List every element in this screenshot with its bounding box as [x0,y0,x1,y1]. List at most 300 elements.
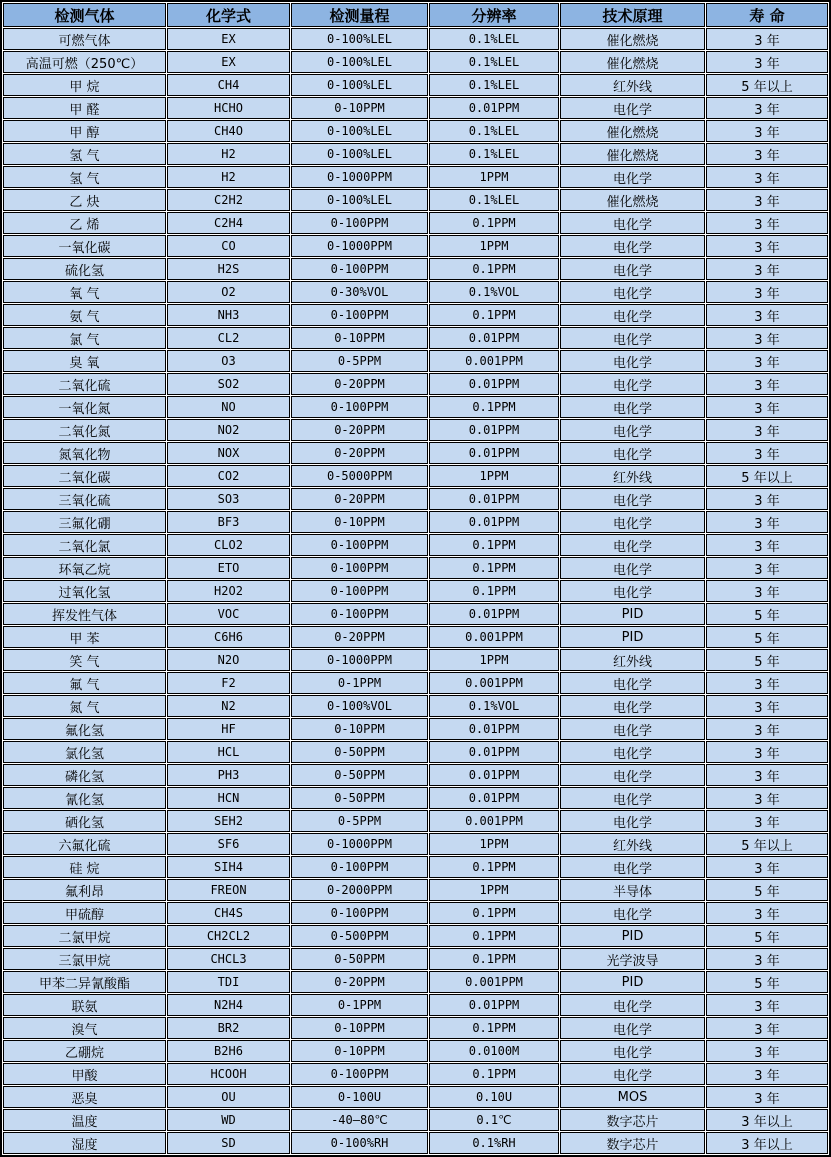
table-row [3,1086,828,1108]
table-row [3,442,828,464]
table-cell: 电化学 [560,97,705,119]
table-cell: 0-1000PPM [291,235,428,257]
table-cell: C6H6 [167,626,290,648]
table-cell: 3 年 [706,97,828,119]
table-cell: 0-100%LEL [291,51,428,73]
table-cell: 0-100%RH [291,1132,428,1154]
table-cell: 0-10PPM [291,1017,428,1039]
table-cell: B2H6 [167,1040,290,1062]
table-cell: 0.10U [429,1086,559,1108]
table-cell: 湿度 [3,1132,166,1154]
table-row [3,488,828,510]
table-cell: 0-1PPM [291,994,428,1016]
table-cell: EX [167,51,290,73]
table-cell: NOX [167,442,290,464]
table-row [3,235,828,257]
table-cell: 0.0100M [429,1040,559,1062]
table-cell: 六氟化硫 [3,833,166,855]
table-cell: H2 [167,166,290,188]
table-row [3,534,828,556]
table-cell: 5 年 [706,925,828,947]
table-cell: CL2 [167,327,290,349]
table-cell: 电化学 [560,810,705,832]
table-cell: C2H4 [167,212,290,234]
table-cell: 0-30%VOL [291,281,428,303]
table-cell: 温度 [3,1109,166,1131]
table-cell: H2S [167,258,290,280]
table-cell: 催化燃烧 [560,120,705,142]
table-cell: 电化学 [560,534,705,556]
table-row [3,511,828,533]
table-cell: 3 年 [706,902,828,924]
table-cell: 5 年以上 [706,833,828,855]
table-cell: 硅 烷 [3,856,166,878]
table-cell: 0.1PPM [429,258,559,280]
table-cell: 溴气 [3,1017,166,1039]
table-cell: 红外线 [560,649,705,671]
table-cell: CHCL3 [167,948,290,970]
table-cell: 电化学 [560,419,705,441]
table-cell: BR2 [167,1017,290,1039]
table-row [3,557,828,579]
table-cell: MOS [560,1086,705,1108]
table-row [3,465,828,487]
table-cell: 0.1PPM [429,856,559,878]
table-cell: 0.01PPM [429,442,559,464]
table-cell: 0.01PPM [429,97,559,119]
table-cell: 0-20PPM [291,488,428,510]
table-cell: 1PPM [429,465,559,487]
table-cell: 0.01PPM [429,718,559,740]
table-cell: BF3 [167,511,290,533]
table-cell: 高温可燃（250℃） [3,51,166,73]
table-row [3,120,828,142]
table-cell: 半导体 [560,879,705,901]
table-row [3,1132,828,1154]
table-cell: NH3 [167,304,290,326]
table-cell: 0.001PPM [429,626,559,648]
header-cell: 分辨率 [429,3,559,27]
table-cell: 氟利昂 [3,879,166,901]
table-cell: 3 年 [706,143,828,165]
table-cell: 3 年 [706,1040,828,1062]
table-row [3,925,828,947]
table-cell: 三氟化硼 [3,511,166,533]
table-cell: 0-50PPM [291,948,428,970]
table-cell: 0.1%LEL [429,189,559,211]
table-row [3,649,828,671]
table-cell: 电化学 [560,212,705,234]
table-cell: 电化学 [560,902,705,924]
table-cell: 0-10PPM [291,327,428,349]
table-row [3,741,828,763]
table-cell: SF6 [167,833,290,855]
table-cell: 氢 气 [3,166,166,188]
table-cell: 3 年 [706,28,828,50]
table-cell: 催化燃烧 [560,143,705,165]
table-cell: 0.001PPM [429,810,559,832]
table-row [3,1040,828,1062]
table-cell: 3 年 [706,1086,828,1108]
table-row [3,327,828,349]
table-cell: 0.1%LEL [429,120,559,142]
table-cell: VOC [167,603,290,625]
table-cell: PID [560,603,705,625]
table-cell: 电化学 [560,488,705,510]
table-cell: 3 年 [706,856,828,878]
table-cell: N2O [167,649,290,671]
table-cell: 0-100PPM [291,580,428,602]
table-row [3,948,828,970]
table-cell: 0-1PPM [291,672,428,694]
table-row [3,28,828,50]
table-cell: CLO2 [167,534,290,556]
table-cell: HCHO [167,97,290,119]
table-cell: 0-50PPM [291,764,428,786]
table-cell: 二氯甲烷 [3,925,166,947]
table-cell: 三氯甲烷 [3,948,166,970]
table-cell: 3 年 [706,511,828,533]
table-cell: 0.01PPM [429,488,559,510]
table-cell: 电化学 [560,580,705,602]
table-cell: 二氧化碳 [3,465,166,487]
table-cell: C2H2 [167,189,290,211]
table-cell: 0-1000PPM [291,833,428,855]
table-cell: 甲 醇 [3,120,166,142]
table-row [3,856,828,878]
table-cell: 可燃气体 [3,28,166,50]
table-row [3,143,828,165]
table-cell: 5 年 [706,879,828,901]
table-cell: 电化学 [560,1040,705,1062]
table-cell: 0-500PPM [291,925,428,947]
table-cell: 3 年 [706,534,828,556]
table-row [3,1017,828,1039]
table-cell: 3 年 [706,787,828,809]
table-row [3,51,828,73]
table-cell: 1PPM [429,833,559,855]
table-cell: 电化学 [560,442,705,464]
table-cell: 0.1%LEL [429,28,559,50]
table-cell: 电化学 [560,695,705,717]
table-cell: 3 年 [706,327,828,349]
table-cell: 氟化氢 [3,718,166,740]
table-cell: 3 年 [706,557,828,579]
table-cell: 5 年以上 [706,465,828,487]
table-cell: 0.1PPM [429,1017,559,1039]
table-cell: 3 年 [706,189,828,211]
table-cell: 0-100PPM [291,212,428,234]
table-cell: 0-10PPM [291,1040,428,1062]
table-cell: 电化学 [560,304,705,326]
table-cell: 3 年 [706,810,828,832]
table-row [3,281,828,303]
table-cell: 0.1%LEL [429,143,559,165]
table-cell: 电化学 [560,856,705,878]
table-cell: HCN [167,787,290,809]
table-cell: 臭 氧 [3,350,166,372]
table-cell: 3 年 [706,442,828,464]
table-cell: N2H4 [167,994,290,1016]
table-cell: 0.1PPM [429,948,559,970]
table-cell: 笑 气 [3,649,166,671]
table-row [3,166,828,188]
table-row [3,74,828,96]
table-cell: 电化学 [560,350,705,372]
table-cell: 氟 气 [3,672,166,694]
table-cell: 0-20PPM [291,373,428,395]
table-cell: 0-100PPM [291,258,428,280]
table-cell: 乙 炔 [3,189,166,211]
table-row [3,626,828,648]
table-cell: 联氨 [3,994,166,1016]
table-cell: HCOOH [167,1063,290,1085]
table-row [3,580,828,602]
table-cell: 催化燃烧 [560,189,705,211]
table-cell: 0.01PPM [429,327,559,349]
table-cell: 3 年 [706,51,828,73]
table-cell: 0.01PPM [429,994,559,1016]
table-cell: 5 年 [706,649,828,671]
header-cell: 检测量程 [291,3,428,27]
table-cell: 电化学 [560,557,705,579]
table-cell: 3 年 [706,718,828,740]
table-cell: OU [167,1086,290,1108]
table-cell: 电化学 [560,511,705,533]
header-cell: 寿 命 [706,3,828,27]
table-cell: 0-100%LEL [291,74,428,96]
table-cell: 5 年 [706,971,828,993]
table-body [3,28,828,1154]
table-cell: 3 年以上 [706,1132,828,1154]
table-cell: 电化学 [560,787,705,809]
table-row [3,994,828,1016]
table-cell: 0.1PPM [429,396,559,418]
table-cell: 3 年 [706,672,828,694]
table-cell: 3 年 [706,580,828,602]
table-cell: 甲硫醇 [3,902,166,924]
table-cell: 0.1PPM [429,212,559,234]
table-row [3,373,828,395]
table-cell: 三氧化硫 [3,488,166,510]
table-cell: 氯化氢 [3,741,166,763]
header-cell: 化学式 [167,3,290,27]
table-row [3,787,828,809]
table-cell: 3 年 [706,258,828,280]
table-cell: 3 年 [706,166,828,188]
table-cell: 催化燃烧 [560,51,705,73]
table-cell: 0.1%RH [429,1132,559,1154]
table-cell: 乙硼烷 [3,1040,166,1062]
table-cell: FREON [167,879,290,901]
table-cell: 1PPM [429,649,559,671]
table-cell: 3 年 [706,212,828,234]
table-cell: 1PPM [429,879,559,901]
table-row [3,695,828,717]
table-cell: 数字芯片 [560,1132,705,1154]
table-row [3,879,828,901]
header-row [3,3,828,27]
table-cell: 5 年以上 [706,74,828,96]
table-cell: 甲苯二异氰酸酯 [3,971,166,993]
table-cell: 0-100PPM [291,902,428,924]
table-cell: 0-2000PPM [291,879,428,901]
table-row [3,1109,828,1131]
table-cell: 电化学 [560,166,705,188]
table-cell: 0-100PPM [291,603,428,625]
table-cell: 电化学 [560,373,705,395]
table-cell: 过氧化氢 [3,580,166,602]
table-cell: 0.1PPM [429,902,559,924]
table-cell: 3 年 [706,281,828,303]
table-cell: SEH2 [167,810,290,832]
table-cell: 3 年 [706,396,828,418]
table-cell: 3 年以上 [706,1109,828,1131]
table-cell: F2 [167,672,290,694]
table-cell: 0-100PPM [291,534,428,556]
table-cell: 氮 气 [3,695,166,717]
table-cell: 0.1PPM [429,925,559,947]
table-cell: 电化学 [560,235,705,257]
table-cell: 3 年 [706,304,828,326]
table-cell: 氰化氢 [3,787,166,809]
table-cell: 0.001PPM [429,672,559,694]
table-cell: 0-100PPM [291,557,428,579]
table-cell: 0.01PPM [429,511,559,533]
table-cell: SD [167,1132,290,1154]
table-cell: 0-20PPM [291,971,428,993]
table-cell: 电化学 [560,994,705,1016]
table-row [3,902,828,924]
table-cell: H2O2 [167,580,290,602]
table-cell: 电化学 [560,258,705,280]
table-cell: 0-1000PPM [291,649,428,671]
table-cell: CH2CL2 [167,925,290,947]
table-cell: 3 年 [706,488,828,510]
table-cell: 0.1PPM [429,304,559,326]
table-cell: 0-5PPM [291,810,428,832]
table-cell: 氮氧化物 [3,442,166,464]
table-row [3,396,828,418]
table-cell: 二氧化硫 [3,373,166,395]
table-cell: CO [167,235,290,257]
table-cell: 电化学 [560,741,705,763]
table-cell: 硒化氢 [3,810,166,832]
table-cell: 3 年 [706,350,828,372]
table-cell: 挥发性气体 [3,603,166,625]
table-cell: 0-100PPM [291,304,428,326]
table-cell: 甲酸 [3,1063,166,1085]
table-cell: 1PPM [429,235,559,257]
table-cell: HCL [167,741,290,763]
table-cell: 电化学 [560,396,705,418]
table-row [3,718,828,740]
table-cell: 0-5000PPM [291,465,428,487]
table-cell: 0.01PPM [429,741,559,763]
table-cell: 0-20PPM [291,442,428,464]
table-cell: 电化学 [560,327,705,349]
table-cell: 0-20PPM [291,419,428,441]
table-cell: ETO [167,557,290,579]
table-cell: -40—80℃ [291,1109,428,1131]
header-cell: 检测气体 [3,3,166,27]
table-cell: 3 年 [706,695,828,717]
table-cell: 0.1℃ [429,1109,559,1131]
table-cell: 0-10PPM [291,511,428,533]
table-cell: 0.01PPM [429,373,559,395]
table-cell: 3 年 [706,994,828,1016]
table-cell: 0.01PPM [429,787,559,809]
table-cell: 红外线 [560,74,705,96]
table-cell: 0.01PPM [429,603,559,625]
table-cell: 电化学 [560,718,705,740]
table-row [3,764,828,786]
table-cell: O2 [167,281,290,303]
table-cell: 0.1PPM [429,1063,559,1085]
table-cell: 0.01PPM [429,764,559,786]
table-cell: 恶臭 [3,1086,166,1108]
table-cell: 乙 烯 [3,212,166,234]
table-cell: 3 年 [706,373,828,395]
table-cell: 0-100%LEL [291,120,428,142]
table-cell: CO2 [167,465,290,487]
table-cell: 甲 醛 [3,97,166,119]
table-cell: SIH4 [167,856,290,878]
table-row [3,212,828,234]
table-cell: 3 年 [706,764,828,786]
table-cell: 二氧化氮 [3,419,166,441]
table-cell: 二氧化氯 [3,534,166,556]
table-row [3,1063,828,1085]
table-cell: 0.1PPM [429,534,559,556]
table-cell: 0.1PPM [429,557,559,579]
table-cell: 3 年 [706,741,828,763]
table-row [3,189,828,211]
table-cell: 电化学 [560,1063,705,1085]
table-cell: 硫化氢 [3,258,166,280]
table-cell: 0-10PPM [291,97,428,119]
table-cell: 0.1%VOL [429,281,559,303]
table-cell: 5 年 [706,603,828,625]
table-cell: NO [167,396,290,418]
table-cell: 3 年 [706,235,828,257]
table-cell: 0-100%LEL [291,28,428,50]
table-cell: 0.1PPM [429,580,559,602]
table-cell: SO3 [167,488,290,510]
table-cell: 电化学 [560,1017,705,1039]
table-cell: 电化学 [560,281,705,303]
table-cell: 0.01PPM [429,419,559,441]
table-cell: 环氧乙烷 [3,557,166,579]
table-cell: 电化学 [560,672,705,694]
table-row [3,971,828,993]
table-cell: 0-20PPM [291,626,428,648]
table-cell: 氢 气 [3,143,166,165]
table-cell: 0-50PPM [291,741,428,763]
table-cell: 一氧化氮 [3,396,166,418]
table-row [3,833,828,855]
table-cell: 0.1%LEL [429,74,559,96]
table-cell: 甲 苯 [3,626,166,648]
table-cell: 0-100%LEL [291,189,428,211]
table-cell: O3 [167,350,290,372]
table-cell: SO2 [167,373,290,395]
table-cell: 3 年 [706,419,828,441]
table-cell: 0.001PPM [429,350,559,372]
table-cell: TDI [167,971,290,993]
table-cell: CH4S [167,902,290,924]
table-cell: PH3 [167,764,290,786]
